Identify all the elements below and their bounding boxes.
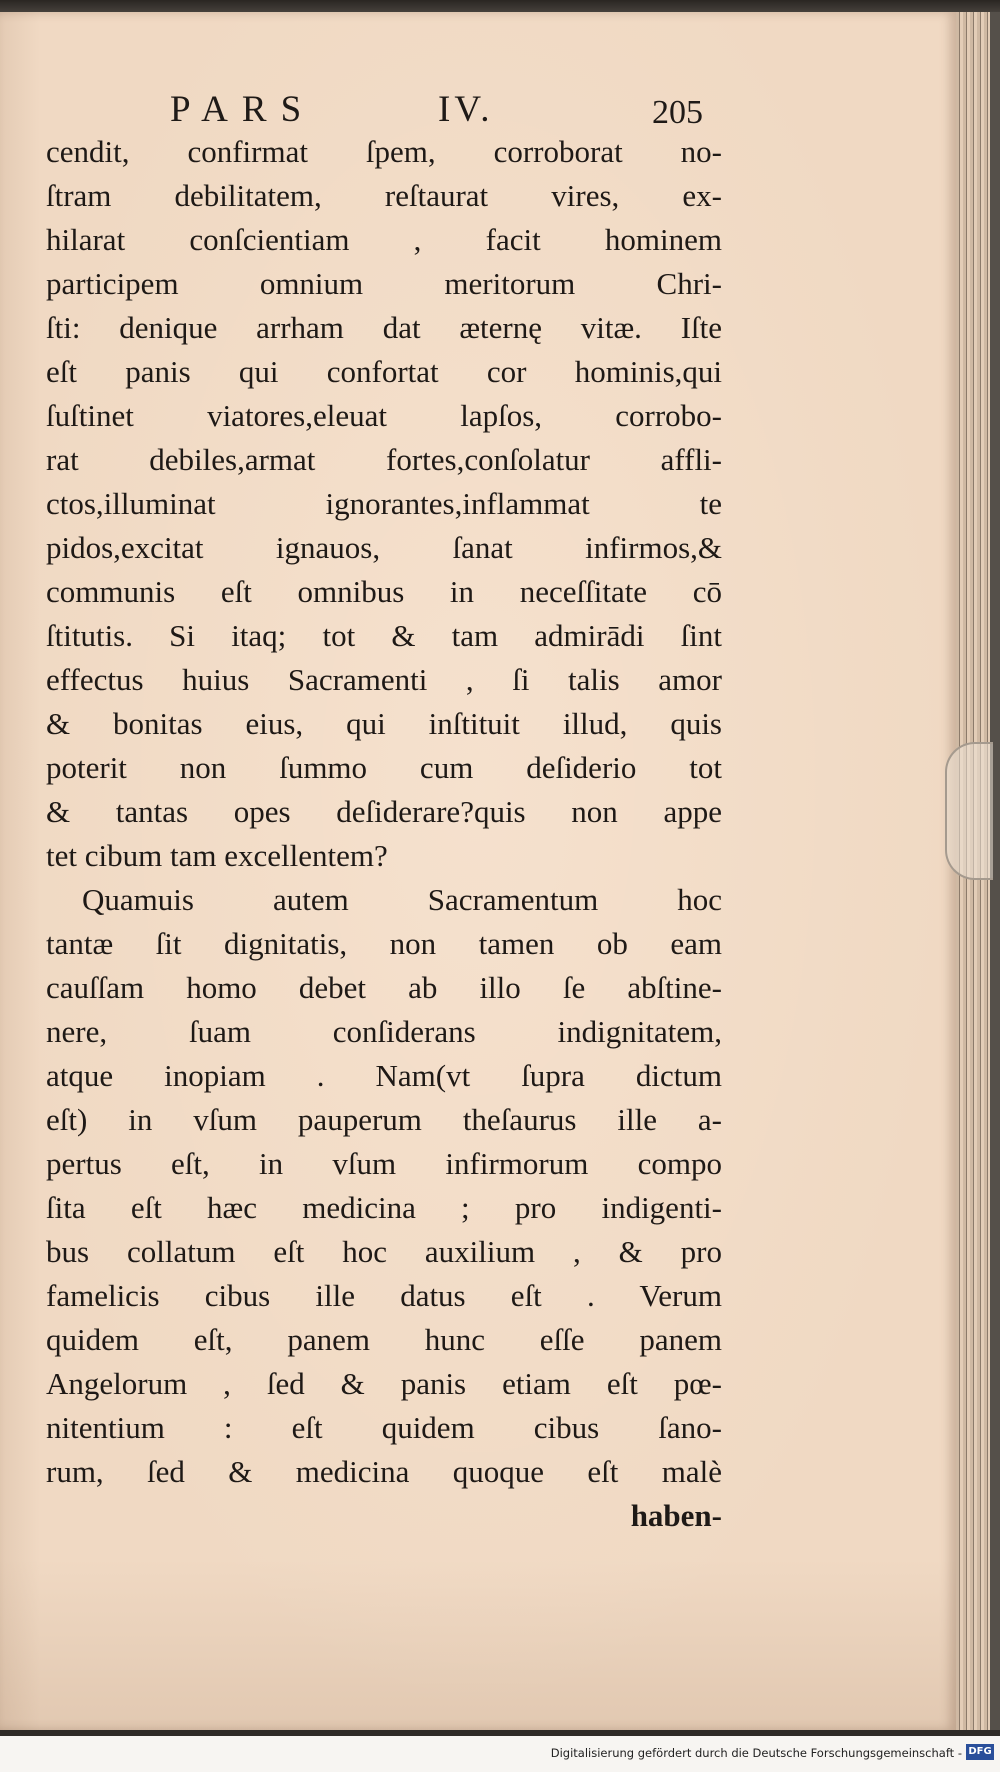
text-line: atque inopiam . Nam(vt ſupra dictum xyxy=(46,1058,722,1093)
text-line: quidem eſt, panem hunc eſſe panem xyxy=(46,1322,722,1357)
text-line: tantæ ſit dignitatis, non tamen ob eam xyxy=(46,926,722,961)
text-line: bus collatum eſt hoc auxilium , & pro xyxy=(46,1234,722,1269)
pars-number: IV. xyxy=(438,89,494,130)
pars-label: PARS xyxy=(170,89,316,130)
footer-bar xyxy=(0,1730,1000,1772)
text-line: ſti: denique arrham dat æternę vitæ. Iſte xyxy=(46,310,722,345)
text-line: ſuſtinet viatores,eleuat lapſos, corrobo- xyxy=(46,398,722,433)
text-line: hilarat conſcientiam , facit hominem xyxy=(46,222,722,257)
text-line: & bonitas eius, qui inſtituit illud, quis xyxy=(46,706,722,741)
text-line: rum, ſed & medicina quoque eſt malè xyxy=(46,1454,722,1489)
text-line: poterit non ſummo cum deſiderio tot xyxy=(46,750,722,785)
text-line: Quamuis autem Sacramentum hoc xyxy=(82,882,722,917)
text-line: Angelorum , ſed & panis etiam eſt pœ- xyxy=(46,1366,722,1401)
body-text xyxy=(46,130,722,1538)
text-line: eſt panis qui confortat cor hominis,qui xyxy=(46,354,722,389)
text-line: cauſſam homo debet ab illo ſe abſtine- xyxy=(46,970,722,1005)
text-line: communis eſt omnibus in neceſſitate cō xyxy=(46,574,722,609)
text-line: famelicis cibus ille datus eſt . Verum xyxy=(46,1278,722,1313)
text-line: effectus huius Sacramenti , ſi talis amor xyxy=(46,662,722,697)
text-line: & tantas opes deſiderare?quis non appe xyxy=(46,794,722,829)
page-clip-tab xyxy=(945,742,993,880)
text-line: nere, ſuam conſiderans indignitatem, xyxy=(46,1014,722,1049)
text-line: ſtram debilitatem, reſtaurat vires, ex- xyxy=(46,178,722,213)
text-line: rat debiles,armat fortes,conſolatur affli- xyxy=(46,442,722,477)
text-line: ctos,illuminat ignorantes,inflammat te xyxy=(46,486,722,521)
funding-note: Digitalisierung gefördert durch die Deutsche Forschungsgemeinschaft - xyxy=(550,1746,962,1760)
dfg-logo: DFG xyxy=(966,1744,994,1760)
text-line: eſt) in vſum pauperum theſaurus ille a- xyxy=(46,1102,722,1137)
catchword: haben- xyxy=(630,1498,722,1533)
text-line: nitentium : eſt quidem cibus ſano- xyxy=(46,1410,722,1445)
page-number: 205 xyxy=(652,94,703,131)
text-line: tet cibum tam excellentem? xyxy=(46,838,388,873)
text-line: cendit, confirmat ſpem, corroborat no- xyxy=(46,134,722,169)
text-line: ſtitutis. Si itaq; tot & tam admirādi ſint xyxy=(46,618,722,653)
text-line: ſita eſt hæc medicina ; pro indigenti- xyxy=(46,1190,722,1225)
text-line: participem omnium meritorum Chri- xyxy=(46,266,722,301)
text-line: pertus eſt, in vſum infirmorum compo xyxy=(46,1146,722,1181)
book-page xyxy=(0,12,956,1730)
text-line: pidos,excitat ignauos, ſanat infirmos,& xyxy=(46,530,722,565)
